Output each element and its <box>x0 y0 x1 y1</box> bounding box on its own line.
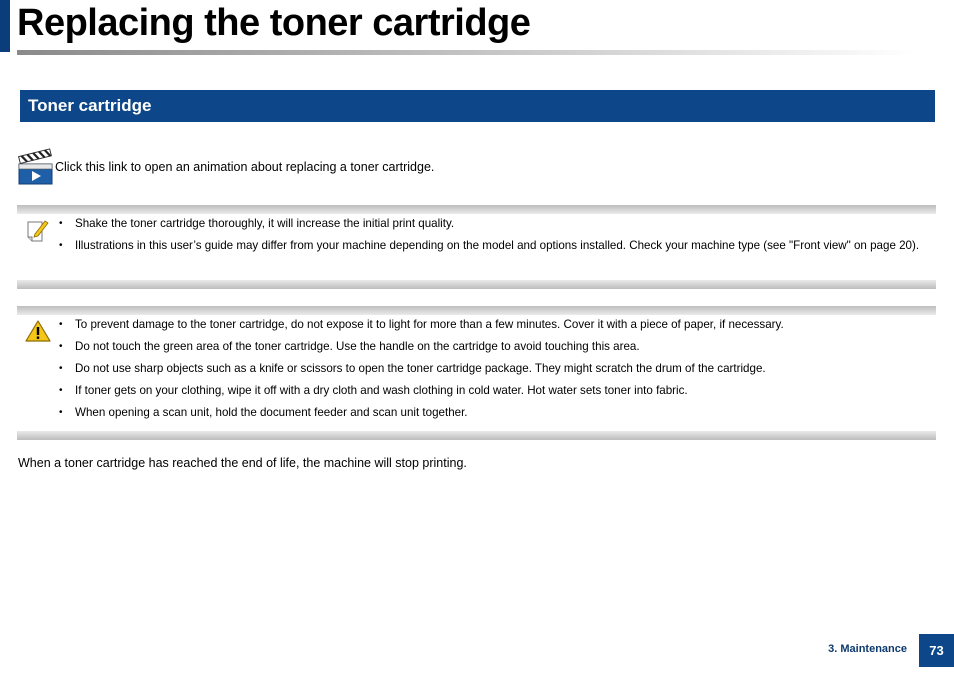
note-list <box>59 215 936 259</box>
warning-triangle-icon <box>25 319 51 343</box>
caution-bottom-band <box>17 431 936 440</box>
caution-top-band <box>17 306 936 315</box>
caution-item: • When opening a scan unit, hold the document feeder and scan unit together. <box>59 404 936 421</box>
caution-item: • To prevent damage to the toner cartridge, do not expose it to light for more than a few minutes. Cover it with a piece of paper, if necessary. <box>59 316 936 333</box>
caution-item: • If toner gets on your clothing, wipe it off with a dry cloth and wash clothing in cold water. Hot water sets toner into fabric. <box>59 382 936 399</box>
caution-item: • Do not touch the green area of the toner cartridge. Use the handle on the cartridge to avoid touching this area. <box>59 338 936 355</box>
caution-item: • Do not use sharp objects such as a knife or scissors to open the toner cartridge package. They might scratch the drum of the cartridge. <box>59 360 936 377</box>
note-top-band <box>17 205 936 214</box>
title-underline <box>17 50 917 55</box>
page-number: 73 <box>919 634 954 667</box>
section-title: Toner cartridge <box>28 96 152 115</box>
page-title: Replacing the toner cartridge <box>17 2 531 44</box>
section-header <box>20 90 935 122</box>
title-accent-bar <box>0 0 10 52</box>
body-paragraph: When a toner cartridge has reached the end of life, the machine will stop printing. <box>18 456 467 470</box>
caution-list <box>59 316 936 426</box>
video-clapper-icon[interactable] <box>18 148 54 186</box>
animation-link[interactable]: Click this link to open an animation about replacing a toner cartridge. <box>55 160 435 174</box>
footer-section-label: 3. Maintenance <box>828 643 907 655</box>
note-pencil-icon <box>25 218 49 244</box>
note-item: • Illustrations in this user’s guide may differ from your machine depending on the model and options installed. Check your machine type (see "Front view" on page 20). <box>59 237 936 254</box>
caution-box <box>17 306 936 440</box>
note-box <box>17 205 936 289</box>
animation-link-row[interactable] <box>18 147 434 187</box>
note-bottom-band <box>17 280 936 289</box>
note-item: • Shake the toner cartridge thoroughly, it will increase the initial print quality. <box>59 215 936 232</box>
